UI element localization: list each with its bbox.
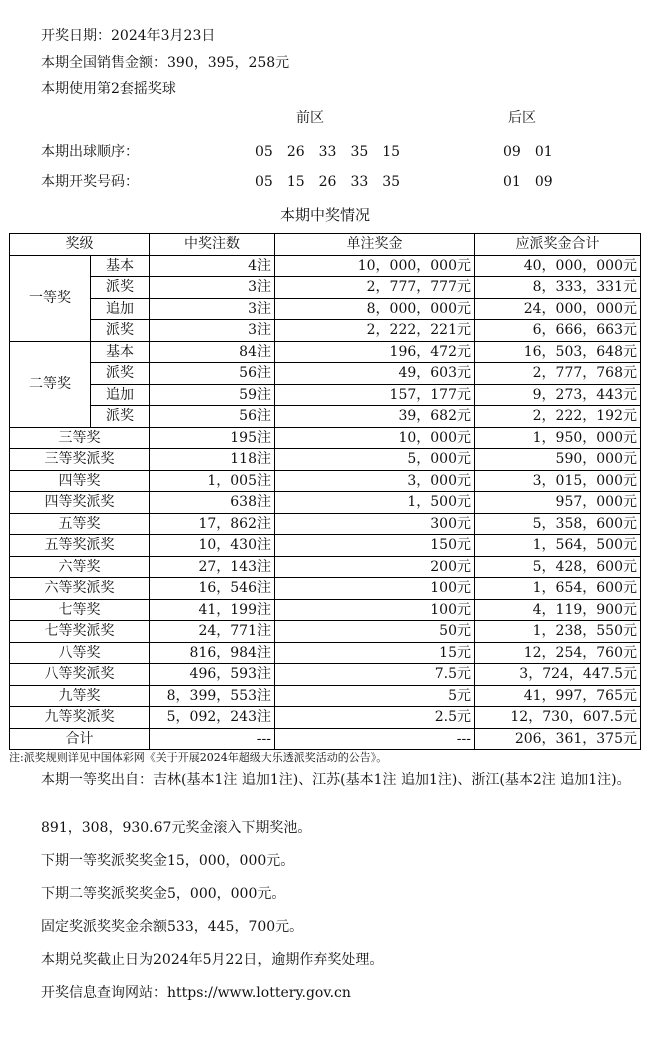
next-first-bonus: 下期一等奖派奖奖金15，000，000元。 [41,853,295,869]
prize-total: 957，000元 [475,492,641,514]
draw-order-front: 05 26 33 35 15 [255,144,401,160]
sub-level: 追加 [91,384,150,406]
winner-count: 3注 [150,298,275,320]
col-header-count: 中奖注数 [150,234,275,256]
query-website: 开奖信息查询网站：https://www.lottery.gov.cn [41,985,351,1001]
prize-amount: 300元 [275,513,475,535]
prize-level: 四等奖 [10,470,150,492]
draw-order-back: 09 01 [503,144,553,160]
prize-level: 六等奖 [10,556,150,578]
winner-count: 24，771注 [150,621,275,643]
fixed-bonus-balance: 固定奖派奖奖金余额533，445，700元。 [41,919,304,935]
prize-level: 九等奖 [10,685,150,707]
pool-rollover: 891，308，930.67元奖金滚入下期奖池。 [41,820,312,836]
winner-count: 1，005注 [150,470,275,492]
prize-level: 八等奖 [10,642,150,664]
winner-count: 5，092，243注 [150,707,275,729]
draw-order-label: 本期出球顺序： [41,144,139,160]
sub-level: 追加 [91,298,150,320]
table-row [10,406,641,428]
sub-level: 派奖 [91,363,150,385]
sub-level: 基本 [91,341,150,363]
table-row [10,384,641,406]
prize-amount: 2，222，221元 [275,320,475,342]
prize-level: 三等奖 [10,427,150,449]
winner-count: 8，399，553注 [150,685,275,707]
winner-count: 41，199注 [150,599,275,621]
table-row [10,320,641,342]
table-row [10,427,641,449]
prize-level: 五等奖 [10,513,150,535]
prize-total: 24，000，000元 [475,298,641,320]
prize-amount: 10，000，000元 [275,255,475,277]
winner-count: 27，143注 [150,556,275,578]
table-row [10,470,641,492]
prize-total: 4，119，900元 [475,599,641,621]
winner-count: 10，430注 [150,535,275,557]
prize-amount: 50元 [275,621,475,643]
total-count: --- [150,728,275,750]
winner-count: 816，984注 [150,642,275,664]
prize-amount: 5，000元 [275,449,475,471]
table-row [10,599,641,621]
prize-amount: 100元 [275,578,475,600]
prize-level: 八等奖派奖 [10,664,150,686]
prize-total: 1，564，500元 [475,535,641,557]
table-row [10,341,641,363]
prize-amount: 196，472元 [275,341,475,363]
prize-amount: 3，000元 [275,470,475,492]
front-zone-label: 前区 [296,110,324,126]
sub-level: 派奖 [91,277,150,299]
prize-level: 六等奖派奖 [10,578,150,600]
table-row [10,449,641,471]
total-label: 合计 [10,728,150,750]
prize-total: 5，358，600元 [475,513,641,535]
table-row [10,298,641,320]
prize-total: 3，015，000元 [475,470,641,492]
winner-count: 59注 [150,384,275,406]
prize-total: 1，654，600元 [475,578,641,600]
prize-amount: 15元 [275,642,475,664]
table-header-row [10,234,641,256]
prize-total: 8，333，331元 [475,277,641,299]
sub-level: 派奖 [91,406,150,428]
prize-amount: 39，682元 [275,406,475,428]
grand-total: 206，361，375元 [475,728,641,750]
sales-amount: 本期全国销售金额：390，395，258元 [41,55,290,71]
footnote: 注:派奖规则详见中国体彩网《关于开展2024年超级大乐透派奖活动的公告》。 [9,751,388,764]
winner-count: 17，862注 [150,513,275,535]
second-prize-label: 二等奖 [10,341,91,427]
col-header-level: 奖级 [10,234,150,256]
prize-total: 16，503，648元 [475,341,641,363]
prize-total: 12，730，607.5元 [475,707,641,729]
table-row [10,578,641,600]
table-title: 本期中奖情况 [279,206,370,224]
winning-numbers-back: 01 09 [503,174,553,190]
col-header-total: 应派奖金合计 [475,234,641,256]
table-row [10,535,641,557]
table-row [10,707,641,729]
table-row [10,664,641,686]
winner-count: 56注 [150,406,275,428]
winner-count: 16，546注 [150,578,275,600]
prize-level: 九等奖派奖 [10,707,150,729]
prize-total: 1，238，550元 [475,621,641,643]
prize-level: 五等奖派奖 [10,535,150,557]
prize-amount: 8，000，000元 [275,298,475,320]
winner-count: 195注 [150,427,275,449]
table-row [10,277,641,299]
winner-count: 4注 [150,255,275,277]
table-row [10,556,641,578]
ball-set: 本期使用第2套摇奖球 [41,81,176,97]
prize-amount: 7.5元 [275,664,475,686]
prize-total: 3，724，447.5元 [475,664,641,686]
prize-amount: 157，177元 [275,384,475,406]
table-row [10,685,641,707]
draw-date: 开奖日期：2024年3月23日 [41,28,216,44]
prize-amount: 1，500元 [275,492,475,514]
prize-total: 40，000，000元 [475,255,641,277]
prize-amount: 100元 [275,599,475,621]
prize-level: 三等奖派奖 [10,449,150,471]
first-prize-winners: 本期一等奖出自：吉林(基本1注 追加1注)、江苏(基本1注 追加1注)、浙江(基本2注 追加1注)。 [41,772,631,788]
back-zone-label: 后区 [508,110,536,126]
prize-amount: 2.5元 [275,707,475,729]
table-row [10,492,641,514]
prize-amount: 150元 [275,535,475,557]
col-header-amount: 单注奖金 [275,234,475,256]
table-row [10,621,641,643]
prize-table [9,233,641,750]
sub-level: 基本 [91,255,150,277]
winner-count: 3注 [150,320,275,342]
table-row [10,642,641,664]
prize-level: 七等奖派奖 [10,621,150,643]
winner-count: 496，593注 [150,664,275,686]
prize-amount: 10，000元 [275,427,475,449]
prize-total: 2，777，768元 [475,363,641,385]
prize-amount: 49，603元 [275,363,475,385]
prize-total: 9，273，443元 [475,384,641,406]
prize-total: 6，666，663元 [475,320,641,342]
table-row [10,255,641,277]
prize-total: 41，997，765元 [475,685,641,707]
prize-amount: 2，777，777元 [275,277,475,299]
winning-numbers-front: 05 15 26 33 35 [255,174,401,190]
winner-count: 638注 [150,492,275,514]
total-row [10,728,641,750]
table-row [10,513,641,535]
prize-total: 12，254，760元 [475,642,641,664]
prize-total: 5，428，600元 [475,556,641,578]
prize-level: 四等奖派奖 [10,492,150,514]
total-amount: --- [275,728,475,750]
prize-amount: 200元 [275,556,475,578]
winner-count: 118注 [150,449,275,471]
winner-count: 56注 [150,363,275,385]
prize-total: 590，000元 [475,449,641,471]
table-row [10,363,641,385]
prize-total: 1，950，000元 [475,427,641,449]
winner-count: 3注 [150,277,275,299]
prize-level: 七等奖 [10,599,150,621]
first-prize-label: 一等奖 [10,255,91,341]
next-second-bonus: 下期二等奖派奖奖金5，000，000元。 [41,886,286,902]
winning-numbers-label: 本期开奖号码： [41,174,139,190]
prize-amount: 5元 [275,685,475,707]
winner-count: 84注 [150,341,275,363]
sub-level: 派奖 [91,320,150,342]
claim-deadline: 本期兑奖截止日为2024年5月22日，逾期作弃奖处理。 [41,952,384,968]
prize-total: 2，222，192元 [475,406,641,428]
